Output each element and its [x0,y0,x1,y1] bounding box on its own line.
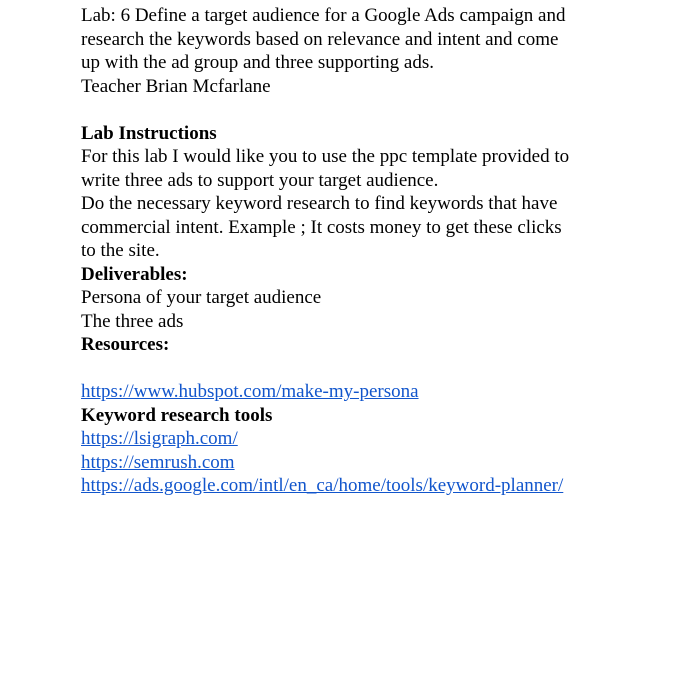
resources-heading: Resources: [81,334,170,355]
deliverable-item-persona: Persona of your target audience [81,287,322,308]
deliverables-heading: Deliverables: [81,263,188,285]
instructions-line-4: commercial intent. Example ; It costs money to get these clicks [81,216,562,238]
lsigraph-link[interactable]: https://lsigraph.com/ [81,428,238,449]
document-body [81,4,641,498]
instructions-line-3: Do the necessary keyword research to find keywords that have [81,193,558,214]
instructions-heading: Lab Instructions [81,122,217,144]
instructions-line-5: to the site. [81,240,160,261]
title-line-1: Lab: 6 Define a target audience for a Google Ads campaign and [81,5,566,26]
instructions-line-2: write three ads to support your target audience. [81,169,439,191]
instructions-line-1: For this lab I would like you to use the ppc template provided to [81,146,570,167]
spacer [81,357,641,381]
title-line-2: research the keywords based on relevance and intent and come [81,28,559,50]
google-keyword-planner-link[interactable]: https://ads.google.com/intl/en_ca/home/tools/keyword-planner/ [81,475,564,496]
spacer [81,98,641,122]
teacher-name: Teacher Brian Mcfarlane [81,75,271,97]
keyword-tools-heading: Keyword research tools [81,404,273,426]
hubspot-persona-link[interactable]: https://www.hubspot.com/make-my-persona [81,381,419,402]
semrush-link[interactable]: https://semrush.com [81,451,235,473]
deliverable-item-ads: The three ads [81,310,184,332]
title-line-3: up with the ad group and three supporting ads. [81,52,435,73]
